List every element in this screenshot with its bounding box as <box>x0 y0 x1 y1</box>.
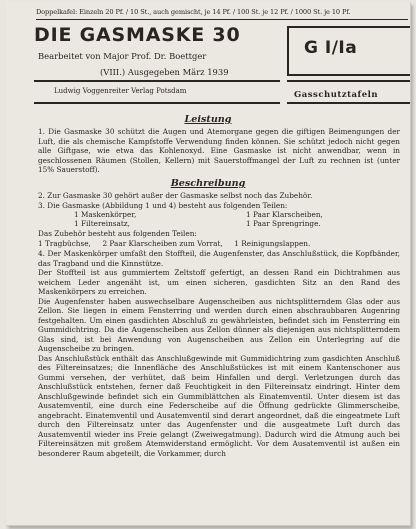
paragraph-2 <box>38 191 400 210</box>
edition-line: (VIII.) Ausgegeben März 1939 <box>100 67 229 77</box>
code-box-top-rule <box>287 26 410 28</box>
parts-left-2: 1 Filtereinsatz, <box>74 219 130 228</box>
paragraph-1-text: 1. Die Gasmaske 30 schützt die Augen und Atemorgane gegen die giftigen Beimengungen der Luft, die als chemische Kampfstoffe Verwendung finden können. Sie schützt jedoch nicht gegen alle Giftgase, wie etwa das Kohlenoxyd. Eine Gasmaske ist nicht anwendbar, wenn in geschlossenen Räumen (Stollen, Kellern) mit Sauerstoffmangel der Luft zu rechnen ist (unter 15% Sauerstoff). <box>38 127 400 174</box>
heading-beschreibung: Beschreibung <box>170 178 246 189</box>
series-bottom-rule <box>287 102 410 104</box>
paragraph-stoffteil-text: Der Stoffteil ist aus gummiertem Zeltstoff gefertigt, an dessen Rand ein Dichtrahmen aus weichem Leder angenäht ist, um einen sicheren, gasdichten Sitz an den Rand des Maskenkörpers zu erreichen. <box>38 268 400 296</box>
heading-leistung: Leistung <box>184 114 232 125</box>
series-top-rule <box>287 80 410 82</box>
left-bottom-rule <box>34 102 280 104</box>
series-title: Gasschutztafeln <box>294 90 379 100</box>
document-code: G I/Ia <box>304 38 358 58</box>
accessories-list: 1 Tragbüchse, 2 Paar Klarscheiben zum Vorrat, 1 Reinigungslappen. <box>38 239 311 248</box>
price-line: Doppelkafel: Einzeln 20 Pf. / 10 St., auch gemischt, je 14 Pf. / 100 St. je 12 Pf. / 1000 St. je 10 Pf. <box>36 8 351 16</box>
paragraph-3-text: 3. Die Gasmaske (Abbildung 1 und 4) besteht aus folgenden Teilen: <box>38 200 288 210</box>
parts-left-1: 1 Maskenkörper, <box>74 210 137 219</box>
document-title: DIE GASMASKE 30 <box>34 24 241 46</box>
accessories-intro: Das Zubehör besteht aus folgenden Teilen: <box>38 229 197 238</box>
paragraph-anschluss-text: Das Anschlußstück enthält das Anschlußgewinde mit Gummidichtring zum gasdichten Anschluß des Filtereinsatzes; die Innenfläche des Anschlußstückes ist mit einem Kantenschoner aus Gummi versehen, der verhütet, daß beim Hinfallen und dergl. Verletzungen durch das Anschlußstück entstehen, ferner daß Feuchtigkeit in den Filtereinsatz eindringt. Hinter dem Anschlußgewinde befindet sich ein Gummiblättchen als Einatemventil. Unter diesem ist das Ausatemventil, eine durch eine Federscheibe auf die Öffnung gedrückte Glimmerscheibe, angebracht. Einatemventil und Ausatemventil sind derart angeordnet, daß die eingeatmete Luft durch den Filtereinsatz unter das Augenfenster und die ausgeatmete Luft durch das Ausatemventil wieder ins Freie gelangt (Zweiwegatmung). Dadurch wird die Atmung auch bei Filtereinsätzen mit großem Atemwiderstand ermöglicht. Vor dem Ausatemventil ist außen ein besonderer Raum abgeteilt, die Vorkammer, durch <box>38 353 400 458</box>
publisher-line: Ludwig Voggenreiter Verlag Potsdam <box>54 87 187 95</box>
body-paragraphs <box>38 249 400 458</box>
top-rule <box>36 19 408 20</box>
instruction-sheet <box>6 2 411 526</box>
paragraph-2-text: 2. Zur Gasmaske 30 gehört außer der Gasmaske selbst noch das Zubehör. <box>38 191 313 200</box>
parts-right-2: 1 Paar Sprengringe. <box>246 219 321 228</box>
paragraph-augenfenster-text: Die Augenfenster haben auswechselbare Augenscheiben aus nichtsplitterndem Glas oder aus Zellon. Sie liegen in einem Fensterring und werden durch einen abschraubbaren Augenring festgehalten. Um einen gasdichten Abschluß zu gewährleisten, befindet sich im Fensterring ein Gummidichtring. Da die Augenscheiben aus Zellon dünner als diejenigen aus nichtsplitterndem Glas sind, ist bei Anwendung von Augenscheiben aus Zellon ein Unterlegring auf die Augenscheibe zu bringen. <box>38 296 400 353</box>
code-box-bottom-rule <box>287 74 410 76</box>
paragraph-1 <box>38 127 400 175</box>
author-line: Bearbeitet von Major Prof. Dr. Boettger <box>38 51 207 61</box>
paragraph-4-text: 4. Der Maskenkörper umfaßt den Stoffteil, die Augenfenster, das Anschlußstück, die Kopfbänder, das Tragband und die Kinnstütze. <box>38 249 400 268</box>
parts-right-1: 1 Paar Klarscheiben, <box>246 210 323 219</box>
left-middle-rule <box>34 80 280 82</box>
